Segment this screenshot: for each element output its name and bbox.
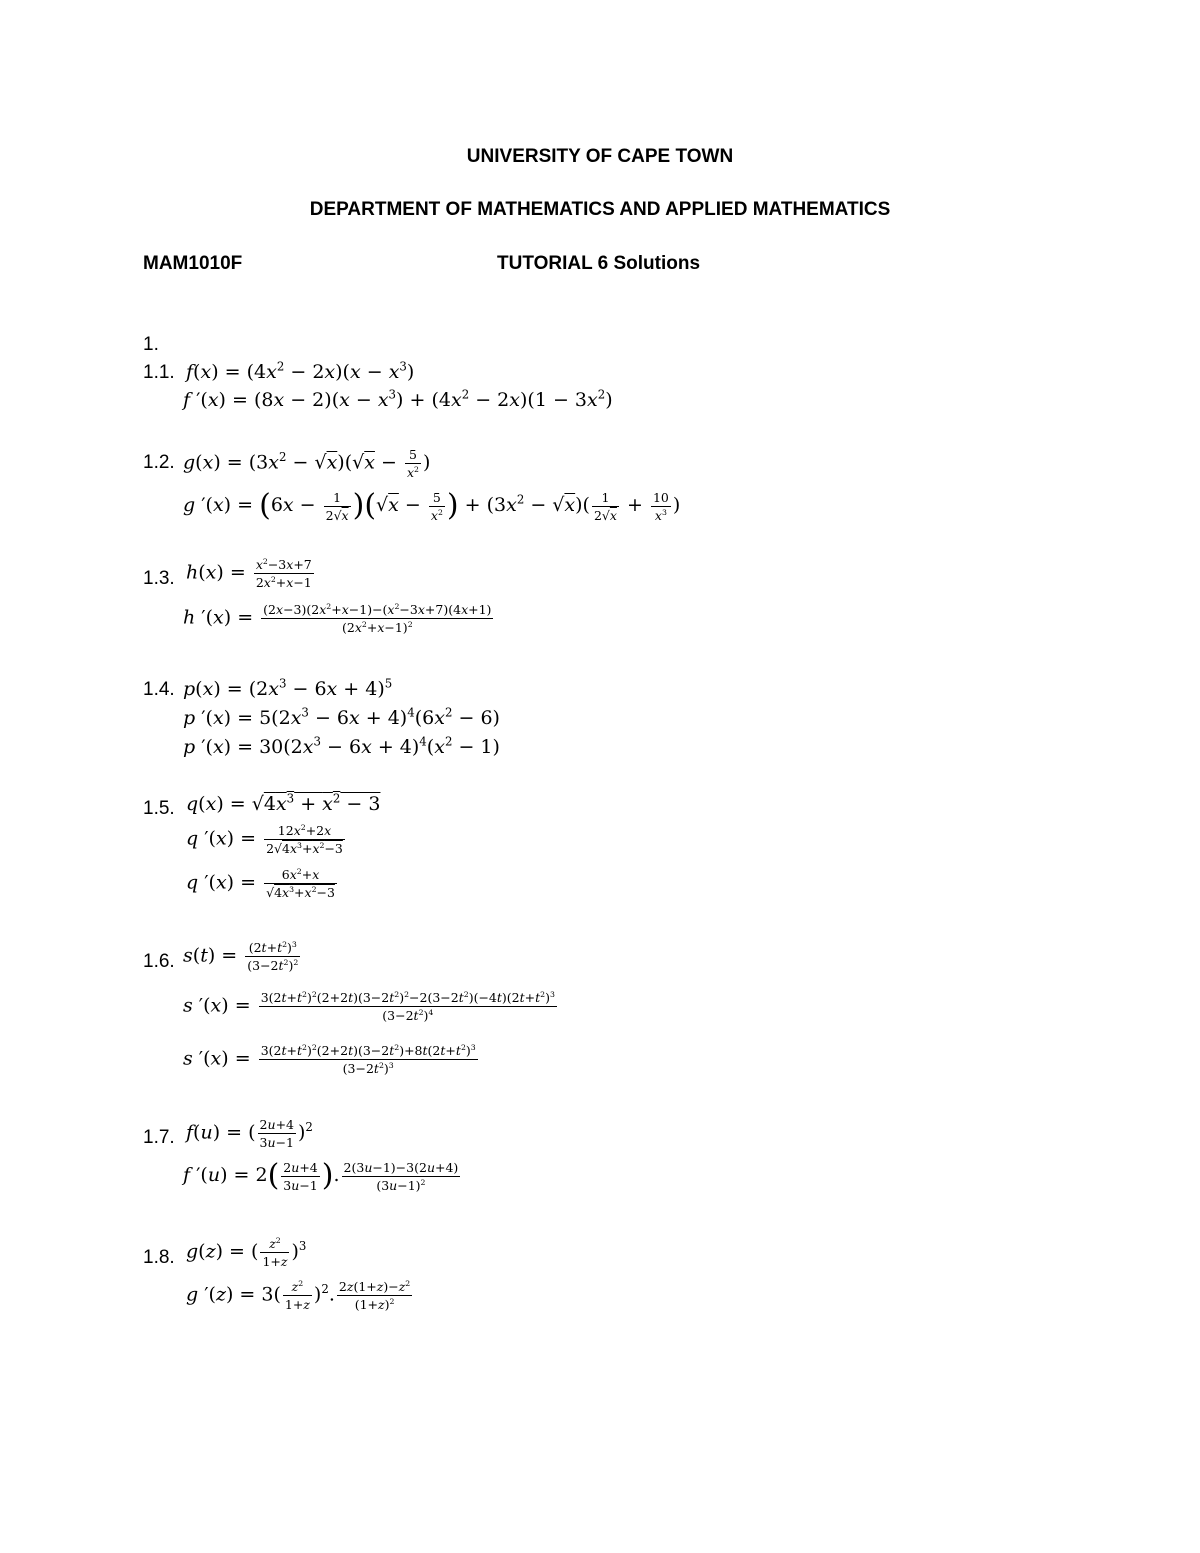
equation-1-3-derivative: h ′(x) = $\frac{(2x-3)(2x^2+x-1)-(x^2-3x+7)(4x+1)}{(2x^2+x-1)^2}$ xyxy=(183,602,492,635)
equation-1-7-f: f(u) = ( $\frac{2u+4}{3u-1}$ )$^2$ xyxy=(186,1117,313,1150)
department-title: DEPARTMENT OF MATHEMATICS AND APPLIED MATHEMATICS xyxy=(309,199,891,220)
equation-1-8-g: g(z) = ( $\frac{z^2}{1+z}$ )$^3$ xyxy=(186,1236,307,1269)
equation-1-5-q: $q(x) = √4x^3 + x^2 - 3$ xyxy=(186,791,381,815)
equation-1-5-derivative: q ′(x) = $\frac{12x^2+2x}{2√4x^3+x^2-3}$ xyxy=(186,823,343,856)
problem-label-1-6: 1.6. xyxy=(143,951,175,972)
equation-1-4-derivative: p $'(x) = 5(2x^3 - 6x + 4)^4(6x^2 - 6)$ xyxy=(183,705,500,729)
university-title: UNIVERSITY OF CAPE TOWN xyxy=(466,146,734,167)
equation-1-1-derivative: f $'(x) = (8x - 2)(x - x^3) + (4x^2 - 2x)(1 - 3x^2)$ xyxy=(183,387,613,411)
problem-label-1-1: 1.1. xyxy=(143,362,175,383)
equation-1-2-g: $g(x) = (3x^2 - √x)(√x$ − $\frac{5}{x^2}$ ) xyxy=(183,447,431,480)
equation-1-3-h: h(x) = $\frac{x^2-3x+7}{2x^2+x-1}$ xyxy=(186,557,312,590)
equation-1-2-derivative: g ′(x) = (6x − $\frac{1}{2√x}$ )(√x − $\frac{5}{x^2}$ ) + $(3x^2 - √x)$( $\frac{1}{2√x}$ + $\frac{10}{x^3}$ ) xyxy=(183,488,681,523)
problem-label-1-5: 1.5. xyxy=(143,798,175,819)
equation-1-5-derivative-simplified: q ′(x) = $\frac{6x^2+x}{√4x^3+x^2-3}$ xyxy=(186,867,335,900)
problem-label-1-7: 1.7. xyxy=(143,1127,175,1148)
equation-1-1-f: $f(x) = (4x^2 - 2x)(x - x^3)$ xyxy=(186,359,415,383)
equation-1-8-derivative: g ′(z) = 3( $\frac{z^2}{1+z}$ )$^2$. $\frac{2z(1+z)-z^2}{(1+z)^2}$ xyxy=(186,1279,411,1312)
course-code: MAM1010F xyxy=(143,253,243,274)
problem-label-1-2: 1.2. xyxy=(143,452,175,473)
section-number: 1. xyxy=(143,334,159,355)
problem-label-1-8: 1.8. xyxy=(143,1247,175,1268)
equation-1-6-derivative-simplified: s ′(x) = $\frac{3(2t+t^2)^2(2+2t)(3-2t^2)+8t(2t+t^2)^3}{(3-2t^2)^3}$ xyxy=(183,1043,476,1076)
problem-label-1-3: 1.3. xyxy=(143,568,175,589)
equation-1-4-p: $p(x) = (2x^3 - 6x + 4)^5$ xyxy=(183,676,393,700)
equation-1-7-derivative: f ′(u) = 2( $\frac{2u+4}{3u-1}$ ). $\frac{2(3u-1)-3(2u+4)}{(3u-1)^2}$ xyxy=(183,1158,459,1193)
equation-1-6-s: s(t) = $\frac{(2t+t^2)^3}{(3-2t^2)^2}$ xyxy=(183,940,299,973)
equation-1-4-derivative-simplified: p $'(x) = 30(2x^3 - 6x + 4)^4(x^2 - 1)$ xyxy=(183,734,500,758)
problem-label-1-4: 1.4. xyxy=(143,679,175,700)
equation-1-6-derivative: s ′(x) = $\frac{3(2t+t^2)^2(2+2t)(3-2t^2)^2-2(3-2t^2)(-4t)(2t+t^2)^3}{(3-2t^2)^4}$ xyxy=(183,990,555,1023)
tutorial-title: TUTORIAL 6 Solutions xyxy=(497,253,701,274)
